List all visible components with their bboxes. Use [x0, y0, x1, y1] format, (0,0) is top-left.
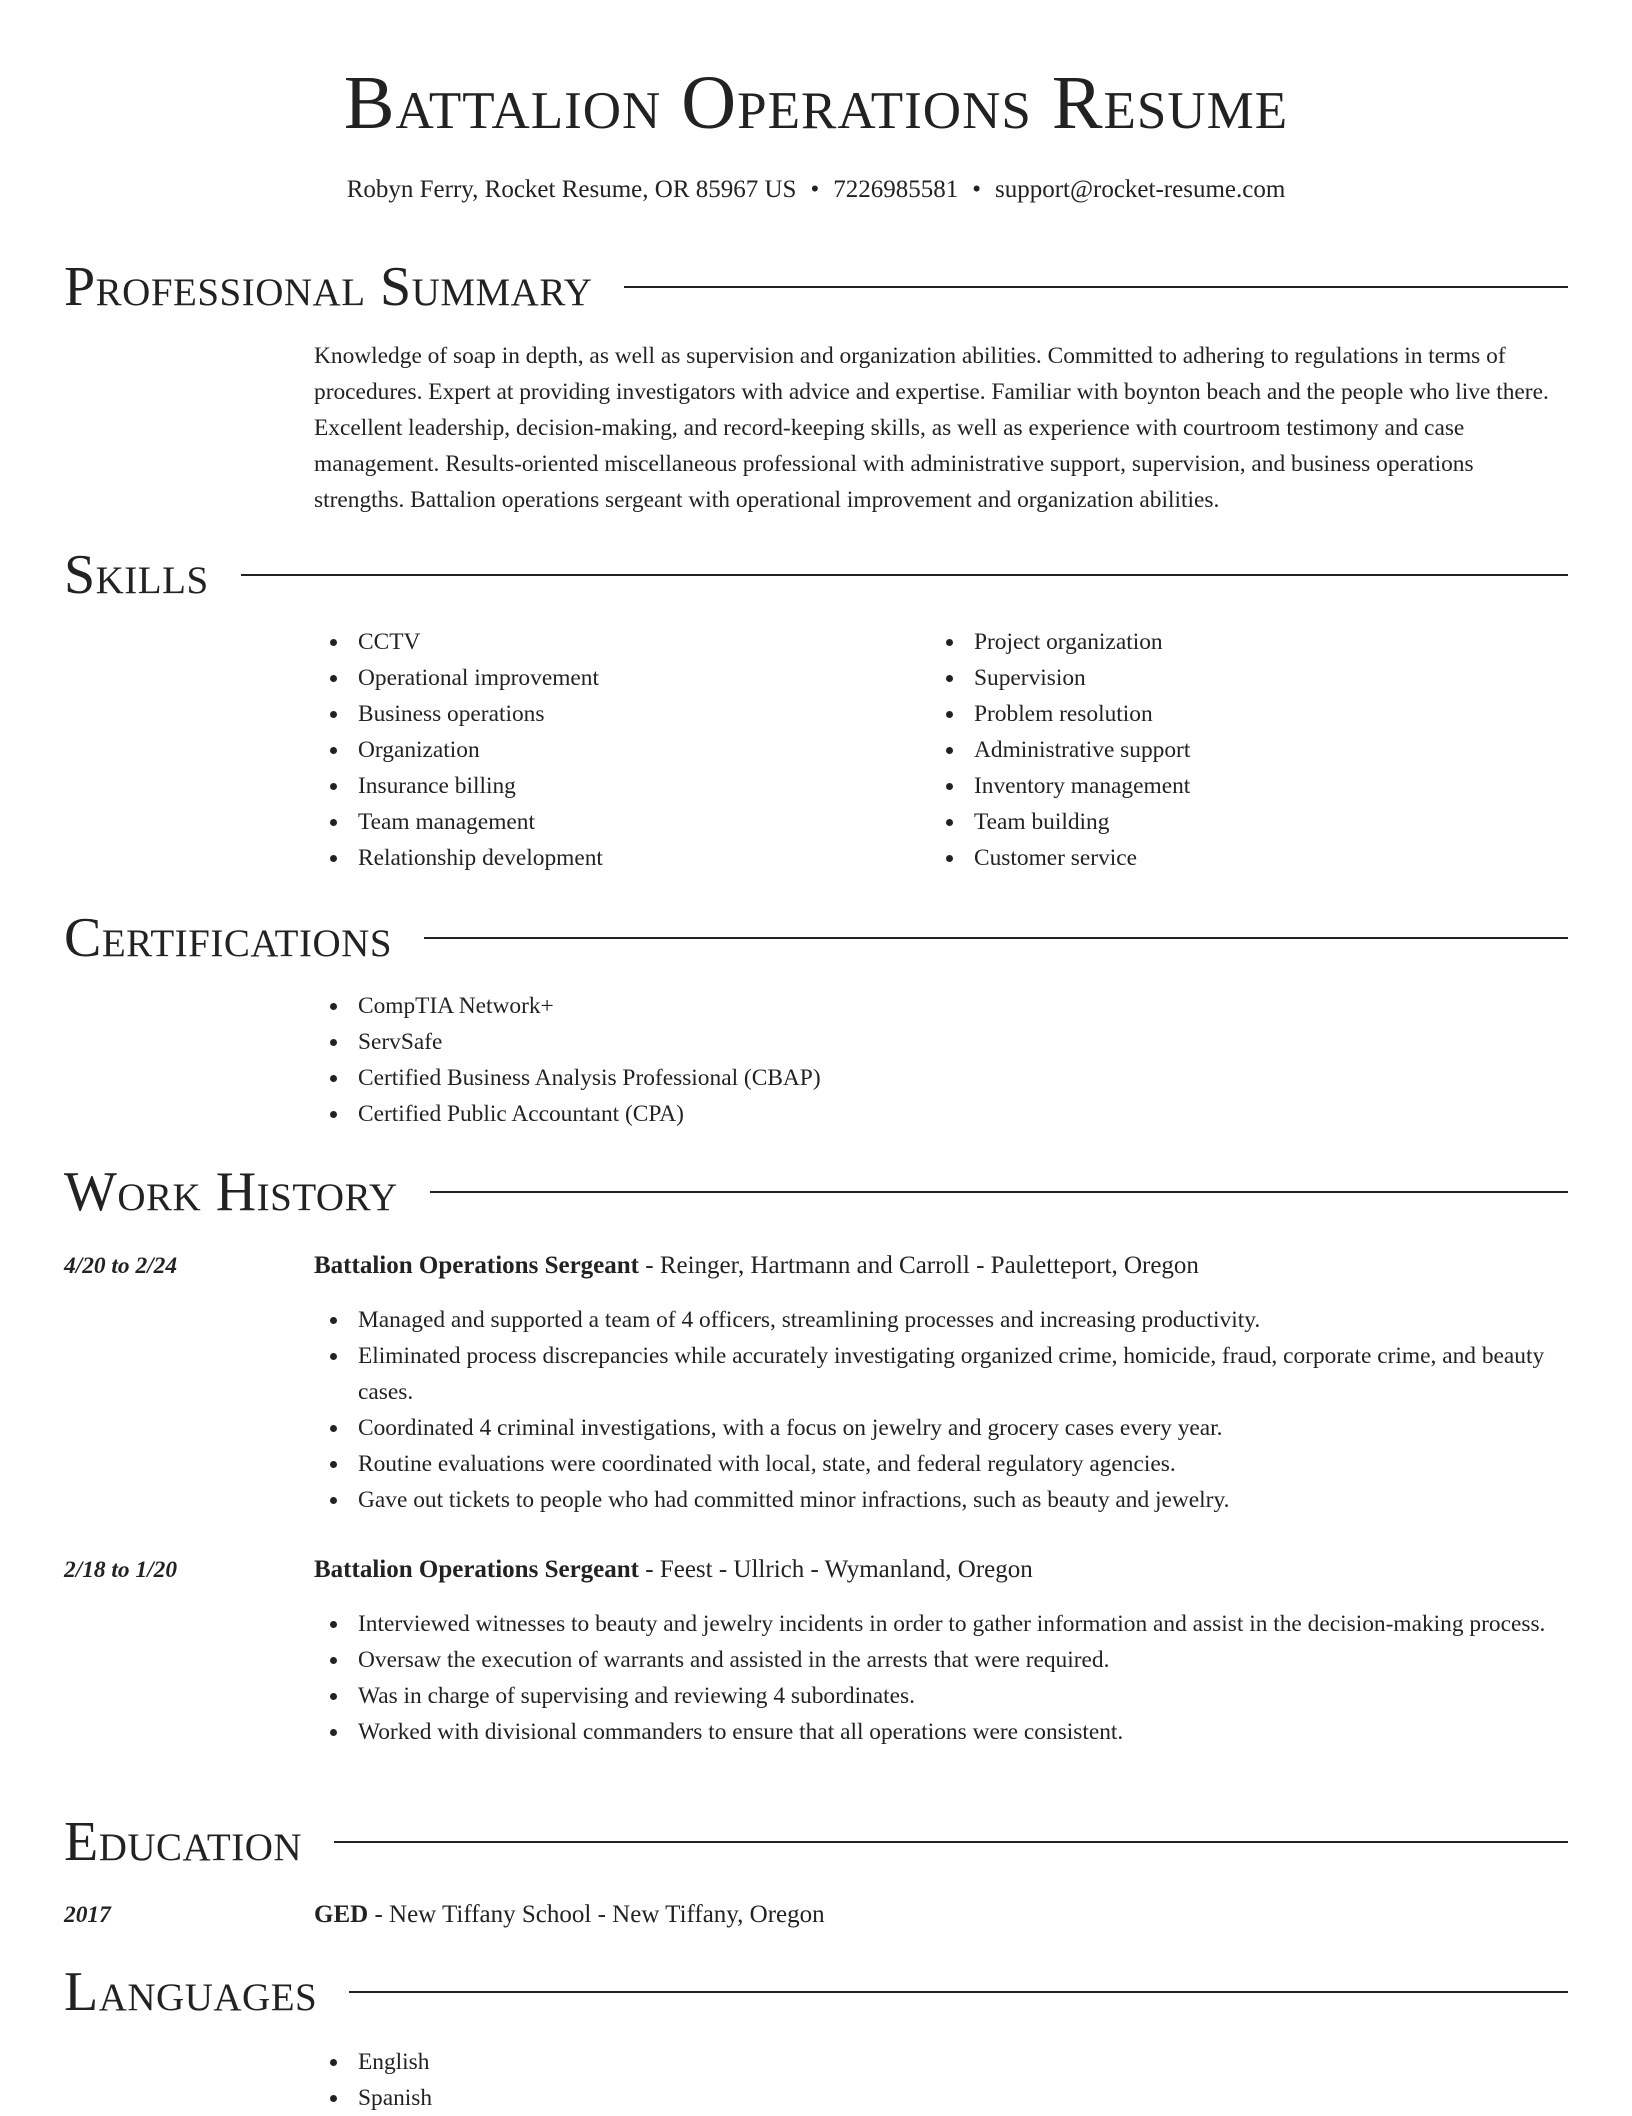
list-item: Business operations: [314, 696, 914, 732]
job-title: Battalion Operations Sergeant: [314, 1556, 639, 1583]
list-item: Administrative support: [930, 732, 1560, 768]
list-item: Project organization: [930, 624, 1560, 660]
list-item: Eliminated process discrepancies while accurately investigating organized crime, homicide, fraud, corporate crime, and beauty cases.: [314, 1338, 1568, 1410]
job-details: - Reinger, Hartmann and Carroll - Pauletteport, Oregon: [639, 1252, 1199, 1279]
contact-address: Robyn Ferry, Rocket Resume, OR 85967 US: [346, 176, 797, 203]
list-item: Insurance billing: [314, 768, 914, 804]
job-details: - Feest - Ullrich - Wymanland, Oregon: [639, 1556, 1033, 1583]
job-dates: 4/20 to 2/24: [64, 1253, 178, 1279]
section-divider: [241, 574, 1568, 576]
section-summary-heading: [64, 255, 1568, 319]
section-title: Languages: [64, 1961, 318, 2023]
list-item: CompTIA Network+: [314, 988, 1564, 1024]
section-education-heading: [64, 1810, 1568, 1874]
list-item: Interviewed witnesses to beauty and jewelry incidents in order to gather information and assist in the decision-making process.: [314, 1606, 1568, 1642]
section-title: Education: [64, 1811, 303, 1873]
section-work-heading: [64, 1160, 1568, 1224]
section-title: Work History: [64, 1161, 398, 1223]
skills-list-right: [930, 624, 1560, 876]
education-year: 2017: [64, 1902, 111, 1928]
contact-separator: •: [810, 176, 820, 203]
list-item: Coordinated 4 criminal investigations, with a focus on jewelry and grocery cases every year.: [314, 1410, 1568, 1446]
job-heading: [314, 1248, 1199, 1284]
list-item: Routine evaluations were coordinated with local, state, and federal regulatory agencies.: [314, 1446, 1568, 1482]
document-title: Battalion Operations Resume: [343, 61, 1289, 145]
list-item: Team building: [930, 804, 1560, 840]
section-certifications-heading: [64, 906, 1568, 970]
section-divider: [334, 1841, 1568, 1843]
contact-phone: 7226985581: [833, 176, 959, 203]
list-item: ServSafe: [314, 1024, 1564, 1060]
section-title: Professional Summary: [64, 256, 593, 318]
list-item: Team management: [314, 804, 914, 840]
job-bullets: [314, 1302, 1568, 1518]
section-divider: [624, 286, 1568, 288]
job-bullets: [314, 1606, 1568, 1750]
list-item: Spanish: [314, 2080, 1564, 2116]
languages-list: [314, 2044, 1564, 2116]
list-item: Gave out tickets to people who had committed minor infractions, such as beauty and jewelry.: [314, 1482, 1568, 1518]
list-item: Supervision: [930, 660, 1560, 696]
list-item: Organization: [314, 732, 914, 768]
section-skills-heading: [64, 543, 1568, 607]
skills-list-left: [314, 624, 914, 876]
job-heading: [314, 1552, 1033, 1588]
education-details: - New Tiffany School - New Tiffany, Oregon: [368, 1901, 825, 1928]
list-item: English: [314, 2044, 1564, 2080]
list-item: Managed and supported a team of 4 officers, streamlining processes and increasing productivity.: [314, 1302, 1568, 1338]
section-divider: [430, 1191, 1568, 1193]
list-item: Operational improvement: [314, 660, 914, 696]
list-item: CCTV: [314, 624, 914, 660]
contact-email[interactable]: support@rocket-resume.com: [994, 176, 1286, 203]
contact-line: [0, 172, 1632, 208]
certifications-list: [314, 988, 1564, 1132]
list-item: Customer service: [930, 840, 1560, 876]
list-item: Certified Business Analysis Professional (CBAP): [314, 1060, 1564, 1096]
section-title: Skills: [64, 544, 209, 606]
education-degree: GED: [314, 1901, 369, 1928]
list-item: Oversaw the execution of warrants and assisted in the arrests that were required.: [314, 1642, 1568, 1678]
education-line: [314, 1897, 825, 1933]
job-dates: 2/18 to 1/20: [64, 1557, 178, 1583]
section-divider: [424, 937, 1568, 939]
summary-text: Knowledge of soap in depth, as well as supervision and organization abilities. Committed to adhering to regulations in terms of procedures. Expert at providing investigators with advice and expertise. Familiar with boynton beach and the people who live there. Excellent leadership, decision-making, and record-keeping skills, as well as experience with courtroom testimony and case management. Results-oriented miscellaneous professional with administrative support, supervision, and business operations strengths. Battalion operations sergeant with operational improvement and organization abilities.: [314, 343, 1549, 513]
contact-separator: •: [972, 176, 981, 203]
section-languages-heading: [64, 1960, 1568, 2024]
list-item: Problem resolution: [930, 696, 1560, 732]
list-item: Worked with divisional commanders to ensure that all operations were consistent.: [314, 1714, 1568, 1750]
section-title: Certifications: [64, 907, 393, 969]
section-divider: [349, 1991, 1568, 1993]
job-title: Battalion Operations Sergeant: [314, 1252, 639, 1279]
list-item: Was in charge of supervising and reviewing 4 subordinates.: [314, 1678, 1568, 1714]
list-item: Inventory management: [930, 768, 1560, 804]
list-item: Certified Public Accountant (CPA): [314, 1096, 1564, 1132]
list-item: Relationship development: [314, 840, 914, 876]
